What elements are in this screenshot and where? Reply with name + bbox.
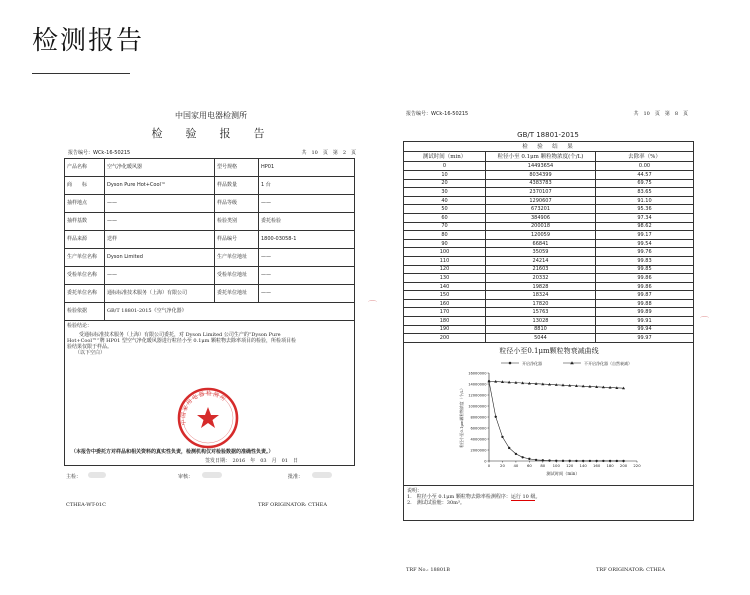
y-axis-label: 粒径小至0.1μm颗粒物浓度（个/L）: [458, 386, 464, 448]
result-row: [404, 274, 694, 283]
result-cell: 20: [404, 179, 486, 188]
result-cell: 0.00: [596, 162, 694, 171]
result-cell: 170: [404, 308, 486, 317]
info-label: 生产单位名称: [65, 248, 105, 266]
result-row: [404, 162, 694, 171]
result-row: [404, 196, 694, 205]
conclusion-cell: [65, 320, 355, 465]
result-cell: 200: [404, 334, 486, 343]
info-row: [65, 284, 355, 302]
data-point-circle: [534, 459, 536, 461]
result-cell: 13028: [486, 317, 596, 326]
seam-stamp-mark: ⌒: [368, 301, 378, 311]
result-cell: 99.83: [596, 256, 694, 265]
y-tick-label: 6000000: [469, 426, 486, 431]
result-cell: 99.87: [596, 291, 694, 300]
result-cell: 15763: [486, 308, 596, 317]
result-cell: 99.91: [596, 317, 694, 326]
info-value: Dyson Pure Hot+Cool™: [105, 176, 215, 194]
result-cell: 99.88: [596, 299, 694, 308]
col-time: 测试时间（min）: [404, 152, 486, 162]
col-removal-rate: 去除率（%）: [596, 152, 694, 162]
result-cell: 60: [404, 213, 486, 222]
info-value: 1800-03058-1: [259, 230, 355, 248]
data-point-circle: [541, 459, 543, 461]
result-row: [404, 334, 694, 343]
issue-date: 签发日期： 2016 年 03 月 01 日: [205, 457, 298, 464]
info-value: ——: [259, 248, 355, 266]
info-label: 生产单位地址: [215, 248, 259, 266]
chart-title: 粒径小至0.1μm颗粒物衰减曲线: [498, 346, 599, 355]
result-cell: 40: [404, 196, 486, 205]
result-cell: 99.94: [596, 325, 694, 334]
result-cell: 18324: [486, 291, 596, 300]
y-tick-label: 4000000: [469, 437, 486, 442]
info-value: ——: [105, 212, 215, 230]
result-cell: 66841: [486, 239, 596, 248]
data-point-circle: [568, 460, 570, 462]
result-cell: 95.36: [596, 205, 694, 214]
org-name: 中国家用电器检测所: [175, 111, 247, 120]
result-cell: 80: [404, 231, 486, 240]
signature-audit: 审核：: [178, 473, 194, 480]
info-value: 1 台: [259, 176, 355, 194]
x-tick-label: 60: [526, 462, 532, 468]
doc-title: 检 验 报 告: [151, 126, 271, 140]
data-point-circle: [615, 460, 617, 462]
info-label: 样品编号: [215, 230, 259, 248]
x-tick-label: 20: [499, 462, 505, 468]
data-point-circle: [528, 458, 530, 460]
result-cell: 200018: [486, 222, 596, 231]
result-cell: 70: [404, 222, 486, 231]
conclusion-label: 检验结论：: [67, 322, 93, 329]
result-cell: 8810: [486, 325, 596, 334]
info-value: HP01: [259, 158, 355, 176]
result-cell: 99.54: [596, 239, 694, 248]
result-row: [404, 291, 694, 300]
result-cell: 2370107: [486, 188, 596, 197]
y-tick-label: 16000000: [467, 371, 486, 376]
data-point-circle: [494, 415, 496, 417]
result-cell: 20332: [486, 274, 596, 283]
result-cell: 1290607: [486, 196, 596, 205]
x-tick-label: 0: [487, 462, 490, 468]
info-label: 受检单位名称: [65, 266, 105, 284]
footer-right: TRF ORIGINATOR: CTHEA: [596, 566, 665, 573]
x-tick-label: 120: [565, 462, 573, 468]
result-cell: 21603: [486, 265, 596, 274]
result-row: [404, 299, 694, 308]
data-point-circle: [555, 459, 557, 461]
result-row: [404, 170, 694, 179]
results-table: [403, 141, 694, 520]
footer-right: TRF ORIGINATOR: CTHEA: [258, 501, 327, 508]
data-point-circle: [602, 460, 604, 462]
standard-title: GB/T 18801-2015: [517, 131, 579, 139]
footer-left: TRF No.: 18801B: [406, 566, 450, 573]
result-cell: 4383783: [486, 179, 596, 188]
result-cell: 190: [404, 325, 486, 334]
result-cell: 35059: [486, 248, 596, 257]
info-value: 空气净化暖风器: [105, 158, 215, 176]
x-tick-label: 160: [592, 462, 600, 468]
x-axis-label: 测试时间（min）: [545, 470, 580, 476]
result-cell: 97.34: [596, 213, 694, 222]
info-value: 送样: [105, 230, 215, 248]
x-tick-label: 140: [579, 462, 587, 468]
info-row: [65, 158, 355, 176]
basis-value: GB/T 18801-2015《空气净化器》: [105, 302, 355, 320]
result-cell: 673201: [486, 205, 596, 214]
result-row: [404, 179, 694, 188]
legend-entry: 不开启净化器（自然衰减）: [583, 360, 632, 366]
signature-blur: [312, 472, 332, 478]
info-value: Dyson Limited: [105, 248, 215, 266]
footer-left: CTHEA-WT-01C: [66, 501, 106, 508]
result-cell: 180: [404, 317, 486, 326]
result-cell: 120059: [486, 231, 596, 240]
result-cell: 99.17: [596, 231, 694, 240]
result-cell: 130: [404, 274, 486, 283]
result-row: [404, 188, 694, 197]
decay-chart: [405, 343, 693, 483]
legend-marker-circle: [508, 362, 511, 365]
result-cell: 99.86: [596, 274, 694, 283]
result-cell: 100: [404, 248, 486, 257]
info-row: [65, 212, 355, 230]
conclusion-line-1: 受通标标准技术服务（上海）有限公司委托，对 Dyson Limited 公司生产的“Dyson Pure: [79, 331, 281, 338]
y-tick-label: 8000000: [469, 415, 486, 420]
info-label: 检验类别: [215, 212, 259, 230]
report-page-right: [400, 95, 696, 575]
info-value: ——: [259, 266, 355, 284]
result-cell: 44.57: [596, 170, 694, 179]
results-title: 检 验 结 果: [404, 142, 694, 152]
result-cell: 99.85: [596, 265, 694, 274]
result-cell: 99.97: [596, 334, 694, 343]
y-tick-label: 2000000: [469, 448, 486, 453]
conclusion-line-2: Hot+Cool™”牌 HP01 型空气净化暖风器进行粒径小至 0.1μm 颗粒物去除率项目的检验，所检项目检: [67, 337, 296, 344]
data-point-circle: [608, 460, 610, 462]
result-row: [404, 213, 694, 222]
y-tick-label: 0: [483, 459, 486, 464]
result-cell: 160: [404, 299, 486, 308]
result-row: [404, 239, 694, 248]
x-tick-label: 200: [619, 462, 627, 468]
info-label: 型号规格: [215, 158, 259, 176]
info-label: 样品数量: [215, 176, 259, 194]
legend-entry: 开启净化器: [521, 360, 542, 366]
result-cell: 150: [404, 291, 486, 300]
notes-label: 说明：: [407, 487, 423, 494]
y-tick-label: 14000000: [467, 382, 486, 387]
disclaimer: （本报告中委托方对样品和相关资料的真实性负责，检测机构仅对检验数据的准确性负责。）: [71, 448, 274, 455]
info-value: 通标标准技术服务（上海）有限公司: [105, 284, 215, 302]
x-tick-label: 80: [539, 462, 545, 468]
result-row: [404, 265, 694, 274]
info-value: ——: [105, 266, 215, 284]
info-label: 样品来源: [65, 230, 105, 248]
data-point-circle: [622, 460, 624, 462]
official-seal: [177, 387, 239, 449]
info-value: ——: [105, 194, 215, 212]
report-page-left: [58, 95, 364, 555]
result-cell: 5044: [486, 334, 596, 343]
result-cell: 14493654: [486, 162, 596, 171]
data-point-circle: [514, 453, 516, 455]
result-row: [404, 231, 694, 240]
conclusion-line-3: 验结果仅限于样品。: [67, 343, 113, 350]
info-table: [64, 158, 355, 466]
report-number: 报告编号：WCk-16-50215: [406, 111, 469, 117]
result-cell: 90: [404, 239, 486, 248]
data-point-circle: [581, 460, 583, 462]
result-cell: 98.62: [596, 222, 694, 231]
info-label: 样品等级: [215, 194, 259, 212]
info-label: 委托单位名称: [65, 284, 105, 302]
chart-cell: [404, 342, 694, 485]
info-label: 商 标: [65, 176, 105, 194]
result-cell: 384906: [486, 213, 596, 222]
note-1-highlight: 运行 10 级: [510, 493, 536, 500]
result-cell: 120: [404, 265, 486, 274]
info-label: 抽样基数: [65, 212, 105, 230]
result-cell: 69.75: [596, 179, 694, 188]
col-concentration: 粒径小至 0.1μm 颗粒物浓度(个/L): [486, 152, 596, 162]
result-cell: 19828: [486, 282, 596, 291]
data-point-circle: [521, 456, 523, 458]
page-number: 共 10 页 第 8 页: [633, 111, 688, 117]
x-tick-label: 100: [552, 462, 560, 468]
data-point-circle: [588, 460, 590, 462]
info-row: [65, 248, 355, 266]
result-cell: 17820: [486, 299, 596, 308]
x-tick-label: 180: [605, 462, 614, 468]
result-cell: 10: [404, 170, 486, 179]
result-row: [404, 205, 694, 214]
signature-approve: 批准：: [288, 473, 304, 480]
result-row: [404, 308, 694, 317]
page-number: 共 10 页 第 2 页: [301, 149, 356, 156]
data-point-circle: [507, 447, 509, 449]
data-point-circle: [595, 460, 597, 462]
result-cell: 91.10: [596, 196, 694, 205]
signature-main: 主检：: [66, 473, 82, 480]
result-cell: 140: [404, 282, 486, 291]
result-cell: 8034399: [486, 170, 596, 179]
result-row: [404, 256, 694, 265]
y-tick-label: 10000000: [467, 404, 486, 409]
info-label: 产品名称: [65, 158, 105, 176]
note-2: 2. 测试试验舱：30m³。: [407, 499, 465, 506]
result-cell: 99.76: [596, 248, 694, 257]
signature-blur: [88, 472, 106, 478]
data-point-circle: [501, 436, 503, 438]
result-row: [404, 222, 694, 231]
info-label: 委托单位地址: [215, 284, 259, 302]
result-row: [404, 325, 694, 334]
seal-text: 中国家用电器检测所: [180, 390, 228, 426]
page-title: 检测报告: [32, 26, 145, 56]
data-point-circle: [561, 460, 563, 462]
result-cell: 83.65: [596, 188, 694, 197]
note-1-end: 。: [535, 493, 541, 500]
y-tick-label: 12000000: [467, 393, 486, 398]
info-row: [65, 176, 355, 194]
info-value: ——: [259, 194, 355, 212]
notes-cell: [404, 485, 694, 520]
x-tick-label: 40: [512, 462, 518, 468]
data-point-circle: [575, 460, 577, 462]
info-label: 抽样地点: [65, 194, 105, 212]
info-row: [65, 194, 355, 212]
result-cell: 0: [404, 162, 486, 171]
result-cell: 30: [404, 188, 486, 197]
result-row: [404, 248, 694, 257]
basis-label: 检验依据: [65, 302, 105, 320]
info-value: ——: [259, 284, 355, 302]
x-tick-label: 220: [632, 462, 641, 468]
info-label: 受检单位地址: [215, 266, 259, 284]
result-row: [404, 282, 694, 291]
info-row: [65, 266, 355, 284]
signature-blur: [202, 472, 222, 478]
result-cell: 50: [404, 205, 486, 214]
seam-stamp-mark: ⌒: [700, 317, 710, 327]
result-cell: 99.86: [596, 282, 694, 291]
info-row: [65, 230, 355, 248]
result-row: [404, 317, 694, 326]
data-point-circle: [548, 459, 550, 461]
info-value: 委托检验: [259, 212, 355, 230]
result-cell: 24214: [486, 256, 596, 265]
result-cell: 110: [404, 256, 486, 265]
title-underline: [32, 73, 130, 74]
report-number: 报告编号：WCk-16-50215: [68, 149, 131, 156]
result-cell: 99.89: [596, 308, 694, 317]
note-1: 1. 粒径小至 0.1μm 颗粒物去除率检测程序：: [407, 493, 511, 500]
conclusion-blank: （以下空白）: [75, 349, 106, 356]
